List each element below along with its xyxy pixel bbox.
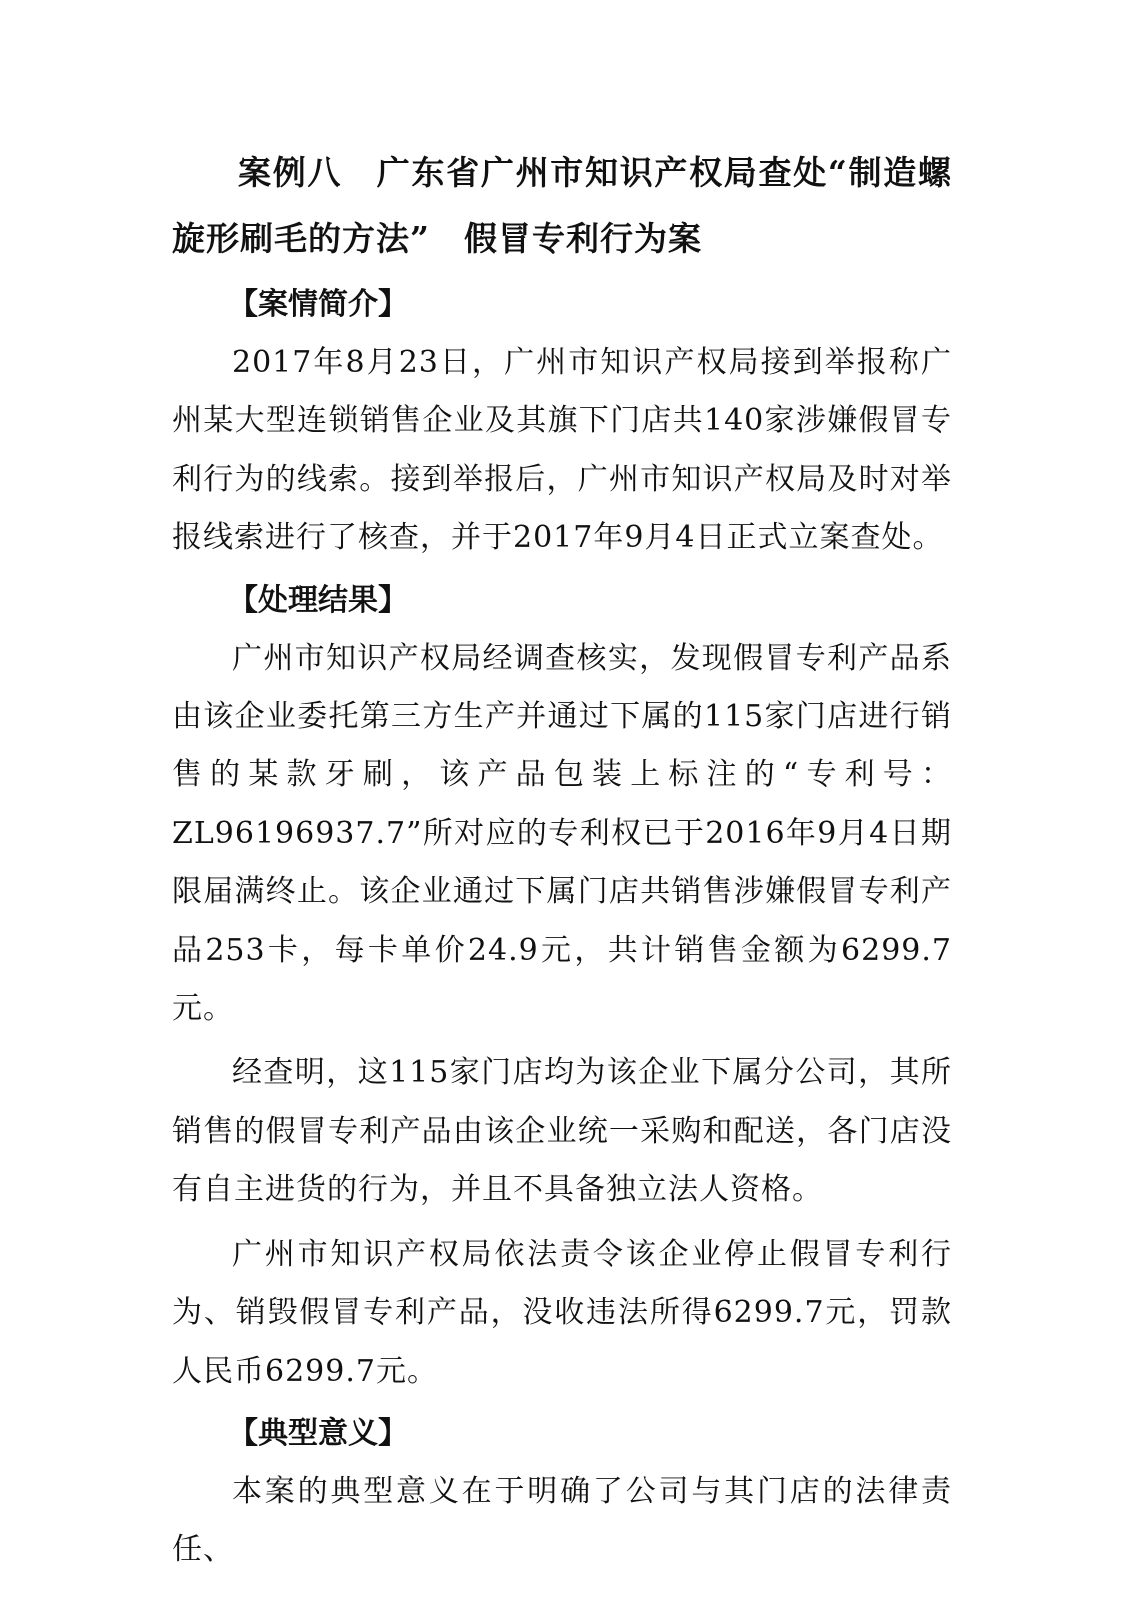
section-heading-typical-significance: 【典型意义】 (228, 1415, 408, 1451)
handling-result-paragraph-2: 经查明，这115家门店均为该企业下属分公司，其所销售的假冒专利产品由该企业统一采购和配送，各门店没有自主进货的行为，并且不具备独立法人资格。 (172, 1055, 952, 1208)
section-heading-case-summary: 【案情简介】 (228, 287, 408, 322)
handling-result-paragraph-1: 广州市知识产权局经调查核实，发现假冒专利产品系由该企业委托第三方生产并通过下属的115家门店进行销售的某款牙刷，该产品包装上标注的“专利号：ZL96196937.7”所对应的专利权已于2016年9月4日期限届满终止。该企业通过下属门店共销售涉嫌假冒专利产品253卡，每卡单价24.9元，共计销售金额为6299.7元。 (172, 640, 952, 1027)
section-typical-significance (172, 1405, 952, 1580)
document-body (172, 140, 952, 1580)
section-heading-handling-result: 【处理结果】 (228, 582, 408, 618)
handling-result-paragraph-3: 广州市知识产权局依法责令该企业停止假冒专利行为、销毁假冒专利产品，没收违法所得6299.7元，罚款人民币6299.7元。 (172, 1236, 952, 1389)
section-case-summary (172, 276, 952, 568)
typical-significance-paragraph: 本案的典型意义在于明确了公司与其门店的法律责任、 (172, 1473, 952, 1568)
section-handling-result (172, 572, 952, 1401)
case-title: 案例八 广东省广州市知识产权局查处“制造螺旋形刷毛的方法” 假冒专利行为案 (172, 153, 952, 258)
case-summary-paragraph: 2017年8月23日，广州市知识产权局接到举报称广州某大型连锁销售企业及其旗下门店共140家涉嫌假冒专利行为的线索。接到举报后，广州市知识产权局及时对举报线索进行了核查，并于2017年9月4日正式立案查处。 (172, 345, 952, 556)
